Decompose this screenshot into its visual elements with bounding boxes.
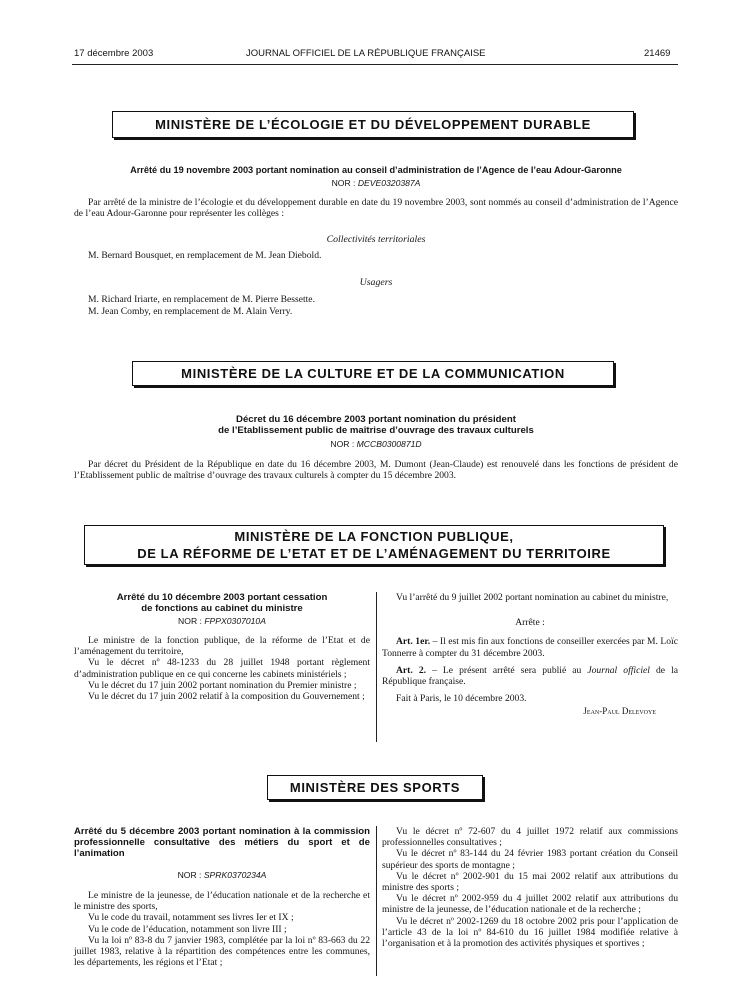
nor-code: MCCB0300871D — [356, 439, 422, 449]
nor-code: SPRK0370234A — [203, 870, 267, 880]
visa-paragraph: Vu le code de l’éducation, notamment son livre III ; — [88, 923, 287, 935]
article-text: de la République française. — [382, 664, 679, 688]
nor-reference — [74, 870, 370, 880]
ministry-heading-fonction-publique — [84, 525, 664, 565]
act-intro-paragraph: Par arrêté de la ministre de l’écologie et du développement durable en date du 19 novembre 2003, sont nommés au conseil d’administration de l’Agence de l’eau Adour-Garonne pour représenter les collèges : — [74, 197, 678, 220]
visa-paragraph: Vu le décret nº 48-1233 du 28 juillet 1948 portant règlement d’administration publique en ce qui concerne les cabinets ministériels ; — [74, 657, 370, 680]
ministry-heading-line: MINISTÈRE DE LA FONCTION PUBLIQUE, — [234, 529, 514, 544]
header-journal-title: JOURNAL OFFICIEL DE LA RÉPUBLIQUE FRANÇAISE — [246, 48, 486, 59]
visa-paragraph: Vu le décret nº 83-144 du 24 février 1983 portant création du Conseil supérieur des sports de montagne ; — [382, 848, 678, 871]
nor-label: NOR : — [177, 870, 202, 880]
act-title-adour-garonne: Arrêté du 19 novembre 2003 portant nomination au conseil d’administration de l’Agence de l’eau Adour-Garonne — [130, 165, 622, 175]
right-column-visas — [382, 826, 678, 949]
article-1 — [382, 636, 678, 658]
member-line: M. Richard Iriarte, en remplacement de M. Pierre Bessette. — [88, 294, 315, 305]
article-text: – Le présent arrêté sera publié au — [426, 664, 588, 676]
right-column-articles — [382, 592, 678, 718]
visa-paragraph: Le ministre de la jeunesse, de l’éducation nationale et de la recherche et le ministre des sports, — [74, 890, 370, 913]
ministry-heading-sports: MINISTÈRE DES SPORTS — [267, 775, 483, 800]
act-title-line: de fonctions au cabinet du ministre — [141, 603, 303, 614]
act-title-decret — [74, 414, 678, 436]
nor-label: NOR : — [331, 178, 356, 188]
left-column-visas — [74, 635, 370, 702]
header-rule — [72, 64, 678, 65]
visa-paragraph: Vu le code du travail, notamment ses livres Ier et IX ; — [88, 912, 294, 924]
nor-label: NOR : — [330, 439, 355, 449]
visa-paragraph: Vu le décret nº 2002-959 du 4 juillet 2002 relatif aux attributions du ministre de la jeunesse, de l’éducation nationale et de la recherche ; — [382, 893, 678, 916]
article-2 — [382, 665, 678, 687]
visa-paragraph: Vu le décret nº 2002-901 du 15 mai 2002 relatif aux attributions du ministre des sports ; — [382, 870, 678, 894]
visa-paragraph: Le ministre de la fonction publique, de la réforme de l’Etat et de l’aménagement du territoire, — [74, 635, 370, 658]
column-divider — [376, 826, 377, 976]
act-title-line: Arrêté du 10 décembre 2003 portant cessation — [116, 592, 328, 603]
member-line: M. Bernard Bousquet, en remplacement de M. Jean Diebold. — [88, 250, 322, 261]
ministry-heading-line: DE LA RÉFORME DE L’ETAT ET DE L’AMÉNAGEMENT DU TERRITOIRE — [137, 546, 611, 561]
arrete-heading: Arrête : — [515, 617, 545, 629]
act-title-line: de l’Etablissement public de maîtrise d’ouvrage des travaux culturels — [218, 425, 534, 436]
visa-paragraph: Vu le décret nº 2002-1269 du 18 octobre 2002 pris pour l’application de l’article 43 de la loi nº 84-610 du 16 juillet 1984 modifiée relative à l’organisation et à la promotion des activités physiques et sportives ; — [382, 915, 678, 950]
nor-reference — [74, 616, 370, 626]
college-heading-usagers: Usagers — [359, 277, 393, 288]
act-title-cessation — [74, 592, 370, 614]
nor-code: FPPX0307010A — [204, 616, 266, 626]
visa-paragraph: Vu l’arrêté du 9 juillet 2002 portant nomination au cabinet du ministre, — [396, 592, 669, 603]
college-heading-collectivites: Collectivités territoriales — [326, 234, 426, 245]
ministry-heading-culture: MINISTÈRE DE LA CULTURE ET DE LA COMMUNICATION — [132, 361, 614, 386]
article-text: – Il est mis fin aux fonctions de conseiller exercées par M. Loïc Tonnerre à compter du 31 décembre 2003. — [382, 636, 678, 659]
journal-officiel-text: Journal officiel — [587, 664, 650, 676]
visa-paragraph: Vu la loi nº 83-8 du 7 janvier 1983, complétée par la loi nº 83-663 du 22 juillet 1983, relative à la répartition des compétences entre les communes, les départements, les régions et l’Etat ; — [74, 934, 370, 969]
header-date: 17 décembre 2003 — [74, 48, 154, 59]
decret-body-paragraph: Par décret du Président de la République en date du 16 décembre 2003, M. Dumont (Jean-Claude) est renouvelé dans les fonctions de président de l’Etablissement public de maîtrise d’ouvrage des travaux culturels à compter du 15 décembre 2003. — [74, 459, 678, 482]
fait-a-paris: Fait à Paris, le 10 décembre 2003. — [396, 693, 527, 705]
signature: Jean-Paul Delevoye — [583, 706, 656, 717]
visa-paragraph: Vu le décret du 17 juin 2002 portant nomination du Premier ministre ; — [88, 679, 357, 691]
left-column-visas — [74, 890, 370, 968]
nor-reference — [74, 178, 678, 188]
ministry-heading-ecologie: MINISTÈRE DE L’ÉCOLOGIE ET DU DÉVELOPPEMENT DURABLE — [112, 111, 634, 138]
nor-label: NOR : — [178, 616, 202, 626]
act-title-commission: Arrêté du 5 décembre 2003 portant nomination à la commission professionnelle consultative des métiers du sport et de l’animation — [74, 826, 370, 859]
header-page-number: 21469 — [644, 48, 671, 59]
column-divider — [376, 592, 377, 742]
act-title-line: Décret du 16 décembre 2003 portant nomination du président — [236, 414, 516, 425]
article-label: Art. 1er. — [396, 636, 431, 648]
nor-code: DEVE0320387A — [357, 178, 421, 188]
article-label: Art. 2. — [396, 664, 427, 676]
visa-paragraph: Vu le décret du 17 juin 2002 relatif à la composition du Gouvernement ; — [88, 691, 365, 703]
member-line: M. Jean Comby, en remplacement de M. Alain Verry. — [88, 306, 293, 317]
nor-reference — [74, 439, 678, 449]
visa-paragraph: Vu le décret nº 72-607 du 4 juillet 1972 relatif aux commissions professionnelles consultatives ; — [382, 826, 678, 849]
